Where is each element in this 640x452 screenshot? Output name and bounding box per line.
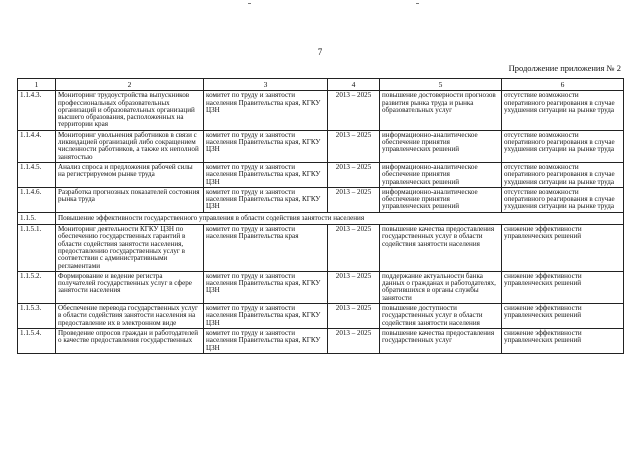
row-number: 1.1.4.3. (18, 91, 56, 130)
responsible-executor: комитет по труду и занятости населения Правительства края, КГКУ ЦЗН (204, 187, 328, 212)
non-implementation-consequence: снижение эффективности управленческих решений (502, 328, 624, 353)
activity-name: Мониторинг деятельности КГКУ ЦЗН по обеспечению государственных гарантий в области содействия занятости населения, предоставлению государственных услуг в соответствии с административными регламентами (56, 225, 204, 272)
scan-speck (248, 3, 251, 4)
table-row (18, 162, 624, 187)
section-number: 1.1.5. (18, 212, 56, 224)
non-implementation-consequence: снижение эффективности управленческих решений (502, 225, 624, 272)
non-implementation-consequence: снижение эффективности управленческих решений (502, 271, 624, 303)
non-implementation-consequence: отсутствие возможности оперативного реагирования в случае ухудшения ситуации на рынке труда (502, 91, 624, 130)
column-number-row (18, 79, 624, 91)
column-number: 2 (56, 79, 204, 91)
expected-result: поддержание актуальности банка данных о гражданах и работодателях, обратившихся в органы службы занятости (380, 271, 502, 303)
expected-result: повышение качества предоставления государственных услуг (380, 328, 502, 353)
non-implementation-consequence: отсутствие возможности оперативного реагирования в случае ухудшения ситуации на рынке труда (502, 187, 624, 212)
row-number: 1.1.5.4. (18, 328, 56, 353)
activity-name: Разработка прогнозных показателей состояния рынка труда (56, 187, 204, 212)
row-number: 1.1.5.2. (18, 271, 56, 303)
activity-name: Формирование и ведение регистра получателей государственных услуг в сфере занятости населения (56, 271, 204, 303)
responsible-executor: комитет по труду и занятости населения Правительства края, КГКУ ЦЗН (204, 130, 328, 162)
program-activities-table (17, 78, 624, 354)
row-number: 1.1.4.5. (18, 162, 56, 187)
row-number: 1.1.5.1. (18, 225, 56, 272)
activity-name: Проведение опросов граждан и работодателей о качестве предоставления государственных (56, 328, 204, 353)
activity-name: Анализ спроса и предложения рабочей силы на регистрируемом рынке труда (56, 162, 204, 187)
activity-name: Мониторинг трудоустройства выпускников профессиональных образовательных организаций и образовательных организаций высшего образования, расположенных на территории края (56, 91, 204, 130)
implementation-period: 2013 – 2025 (328, 187, 380, 212)
table-row (18, 304, 624, 329)
responsible-executor: комитет по труду и занятости населения Правительства края, КГКУ ЦЗН (204, 328, 328, 353)
implementation-period: 2013 – 2025 (328, 225, 380, 272)
activity-name: Обеспечение перевода государственных услуг в области содействия занятости населения на предоставление их в электронном виде (56, 304, 204, 329)
expected-result: информационно-аналитическое обеспечение принятия управленческих решений (380, 130, 502, 162)
implementation-period: 2013 – 2025 (328, 271, 380, 303)
expected-result: повышение доступности государственных услуг в области содействия занятости населения (380, 304, 502, 329)
implementation-period: 2013 – 2025 (328, 304, 380, 329)
activity-name: Мониторинг увольнения работников в связи с ликвидацией организаций либо сокращением численности работников, а также их неполной занятостью (56, 130, 204, 162)
non-implementation-consequence: снижение эффективности управленческих решений (502, 304, 624, 329)
expected-result: информационно-аналитическое обеспечение принятия управленческих решений (380, 187, 502, 212)
row-number: 1.1.4.6. (18, 187, 56, 212)
responsible-executor: комитет по труду и занятости населения Правительства края, КГКУ ЦЗН (204, 91, 328, 130)
non-implementation-consequence: отсутствие возможности оперативного реагирования в случае ухудшения ситуации на рынке труда (502, 162, 624, 187)
column-number: 3 (204, 79, 328, 91)
implementation-period: 2013 – 2025 (328, 328, 380, 353)
implementation-period: 2013 – 2025 (328, 162, 380, 187)
column-number: 5 (380, 79, 502, 91)
responsible-executor: комитет по труду и занятости населения Правительства края, КГКУ ЦЗН (204, 304, 328, 329)
responsible-executor: комитет по труду и занятости населения Правительства края, КГКУ ЦЗН (204, 271, 328, 303)
row-number: 1.1.5.3. (18, 304, 56, 329)
responsible-executor: комитет по труду и занятости населения Правительства края (204, 225, 328, 272)
table-row (18, 130, 624, 162)
column-number: 1 (18, 79, 56, 91)
section-row (18, 212, 624, 224)
column-number: 6 (502, 79, 624, 91)
page-number: 7 (317, 47, 323, 57)
scan-speck (416, 3, 419, 4)
section-title: Повышение эффективности государственного управления в области содействия занятости населения (56, 212, 624, 224)
non-implementation-consequence: отсутствие возможности оперативного реагирования в случае ухудшения ситуации на рынке труда (502, 130, 624, 162)
row-number: 1.1.4.4. (18, 130, 56, 162)
expected-result: повышение качества предоставления государственных услуг в области содействия занятости населения (380, 225, 502, 272)
table-row (18, 328, 624, 353)
responsible-executor: комитет по труду и занятости населения Правительства края, КГКУ ЦЗН (204, 162, 328, 187)
expected-result: повышение достоверности прогнозов развития рынка труда и рынка образовательных услуг (380, 91, 502, 130)
table-row (18, 187, 624, 212)
implementation-period: 2013 – 2025 (328, 91, 380, 130)
continuation-label: Продолжение приложения № 2 (508, 63, 621, 73)
implementation-period: 2013 – 2025 (328, 130, 380, 162)
table-row (18, 225, 624, 272)
table-row (18, 91, 624, 130)
column-number: 4 (328, 79, 380, 91)
table-row (18, 271, 624, 303)
expected-result: информационно-аналитическое обеспечение принятия управленческих решений (380, 162, 502, 187)
